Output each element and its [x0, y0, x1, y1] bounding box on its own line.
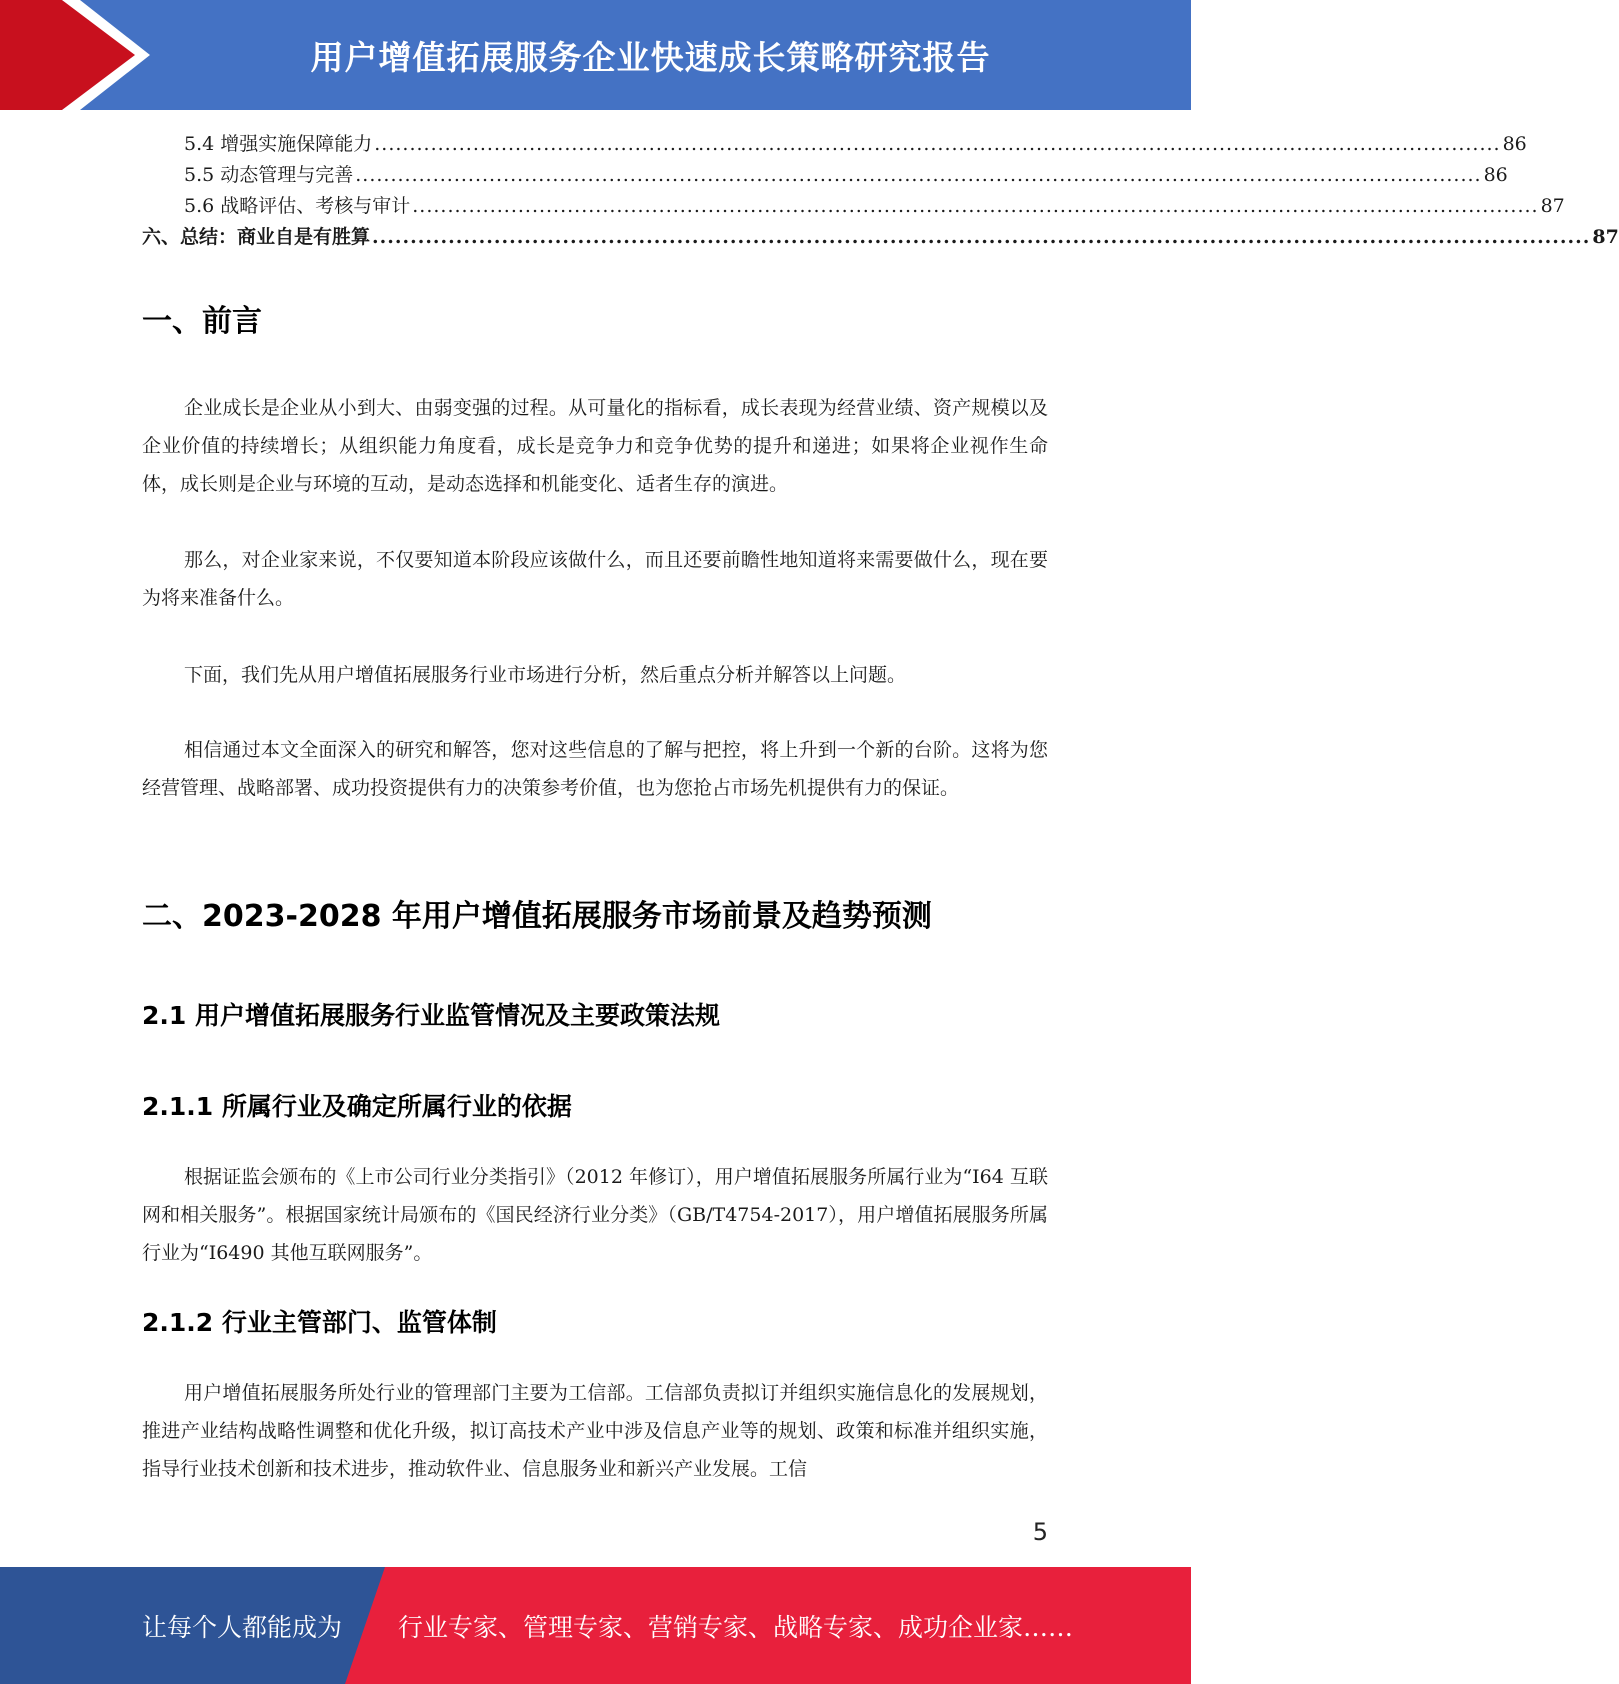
page-footer: [0, 1567, 1191, 1684]
toc-entry[interactable]: [142, 222, 1619, 253]
toc-leader-dots: ................................................................................................................................................................: [412, 195, 1539, 217]
subsection-heading: 2.1 用户增值拓展服务行业监管情况及主要政策法规: [142, 1001, 720, 1030]
paragraph: 那么，对企业家来说，不仅要知道本阶段应该做什么，而且还要前瞻性地知道将来需要做什么，现在要为将来准备什么。: [142, 549, 1048, 609]
paragraph: 用户增值拓展服务所处行业的管理部门主要为工信部。工信部负责拟订并组织实施信息化的发展规划，推进产业结构战略性调整和优化升级，拟订高技术产业中涉及信息产业等的规划、政策和标准并组织实施，指导行业技术创新和技术进步，推动软件业、信息服务业和新兴产业发展。工信: [142, 1382, 1048, 1480]
toc-leader-dots: ................................................................................................................................................................: [374, 133, 1501, 155]
paragraph: 企业成长是企业从小到大、由弱变强的过程。从可量化的指标看，成长表现为经营业绩、资产规模以及企业价值的持续增长；从组织能力角度看，成长是竞争力和竞争优势的提升和递进；如果将企业视作生命体，成长则是企业与环境的互动，是动态选择和机能变化、适者生存的演进。: [142, 397, 1048, 495]
subsubsection-heading: 2.1.1 所属行业及确定所属行业的依据: [142, 1092, 572, 1121]
section-heading: 二、2023-2028 年用户增值拓展服务市场前景及趋势预测: [142, 899, 932, 934]
page-number: 5: [1032, 1518, 1048, 1546]
toc-entry-page: 87: [1540, 195, 1565, 217]
toc-entry-page: 86: [1483, 164, 1508, 186]
paragraph: 下面，我们先从用户增值拓展服务行业市场进行分析，然后重点分析并解答以上问题。: [184, 664, 907, 686]
toc-entry-label: 5.4 增强实施保障能力: [184, 133, 373, 155]
paragraph: 根据证监会颁布的《上市公司行业分类指引》（2012 年修订），用户增值拓展服务所属行业为“I64 互联网和相关服务”。根据国家统计局颁布的《国民经济行业分类》（GB/T4754-2017），用户增值拓展服务所属行业为“I6490 其他互联网服务”。: [142, 1166, 1048, 1264]
header-title: 用户增值拓展服务企业快速成长策略研究报告: [310, 37, 991, 77]
toc-entry-page: 86: [1502, 133, 1527, 155]
toc-leader-dots: ................................................................................................................................................................: [355, 164, 1482, 186]
section-heading: 一、前言: [142, 304, 262, 339]
footer-slogan-left: 让每个人都能成为: [142, 1612, 343, 1642]
toc-entry[interactable]: [142, 160, 1508, 191]
table-of-contents: [142, 129, 1619, 253]
toc-entry-page: 87: [1592, 226, 1619, 248]
subsubsection-heading: 2.1.2 行业主管部门、监管体制: [142, 1308, 497, 1337]
toc-entry[interactable]: [142, 129, 1527, 160]
toc-entry[interactable]: [142, 191, 1565, 222]
paragraph: 相信通过本文全面深入的研究和解答，您对这些信息的了解与把控，将上升到一个新的台阶。这将为您经营管理、战略部署、成功投资提供有力的决策参考价值，也为您抢占市场先机提供有力的保证。: [142, 739, 1048, 799]
toc-entry-label: 六、总结：商业自是有胜算: [142, 226, 371, 248]
toc-entry-label: 5.5 动态管理与完善: [184, 164, 354, 186]
toc-leader-dots: ................................................................................................................................................................: [372, 226, 1591, 248]
toc-entry-label: 5.6 战略评估、考核与审计: [184, 195, 411, 217]
footer-slogan-right: 行业专家、管理专家、营销专家、战略专家、成功企业家……: [398, 1612, 1074, 1642]
page-header: [0, 0, 1191, 110]
